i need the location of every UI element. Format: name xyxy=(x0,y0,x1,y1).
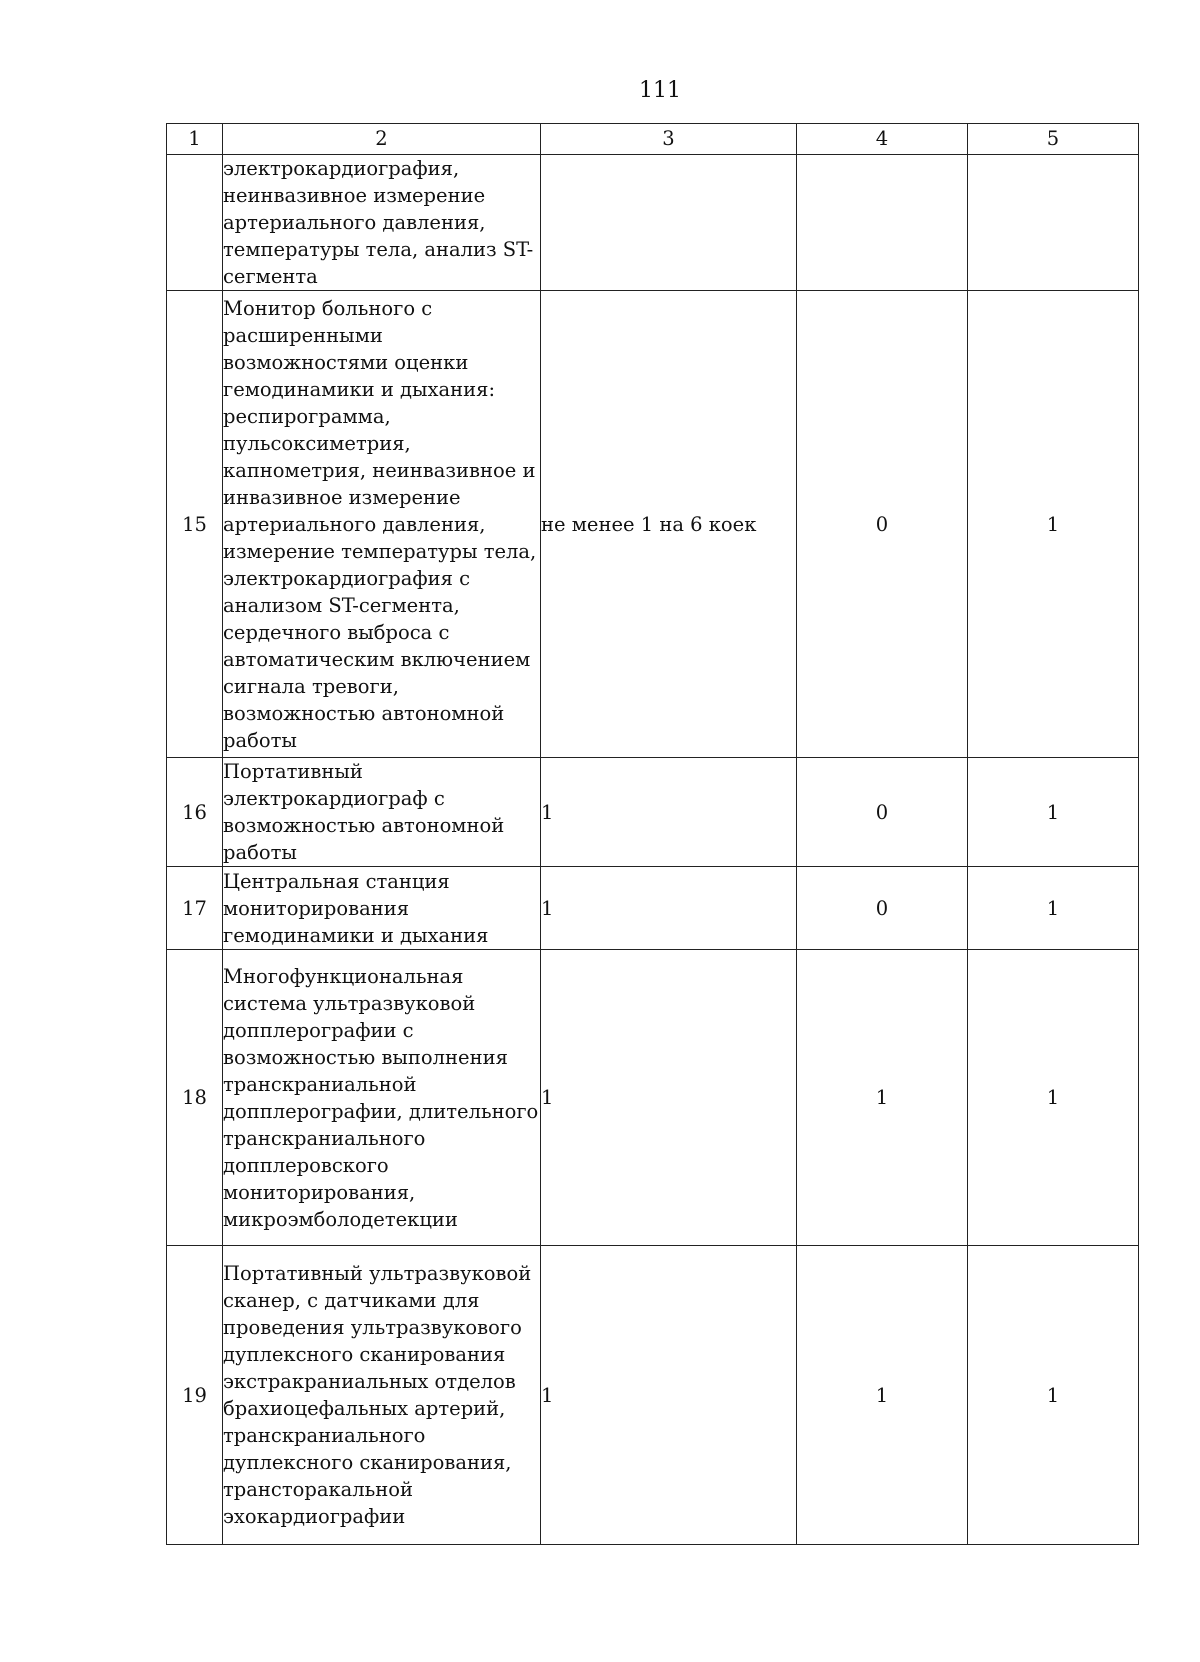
row-number: 15 xyxy=(167,291,223,758)
column-header-1: 1 xyxy=(167,124,223,155)
column-5-value xyxy=(968,155,1139,291)
header-row xyxy=(167,124,1139,155)
table-row xyxy=(167,867,1139,950)
column-5-value: 1 xyxy=(968,1246,1139,1545)
column-4-value: 0 xyxy=(797,758,968,867)
column-4-value xyxy=(797,155,968,291)
row-number: 18 xyxy=(167,950,223,1246)
column-header-5: 5 xyxy=(968,124,1139,155)
equipment-name: Монитор больного с расширенными возможностями оценки гемодинамики и дыхания: респирограмма, пульсоксиметрия, капнометрия, неинвазивное и инвазивное измерение артериального давления, измерение температуры тела, электрокардиография с анализом ST-сегмента, сердечного выброса с автоматическим включением сигнала тревоги, возможностью автономной работы xyxy=(223,291,541,758)
column-header-4: 4 xyxy=(797,124,968,155)
page-number: 111 xyxy=(639,78,681,103)
column-4-value: 1 xyxy=(797,1246,968,1545)
table-row xyxy=(167,758,1139,867)
table-row xyxy=(167,1246,1139,1545)
column-header-2: 2 xyxy=(223,124,541,155)
equipment-name: электрокардиография, неинвазивное измерение артериального давления, температуры тела, анализ ST-сегмента xyxy=(223,155,541,291)
table-header xyxy=(167,124,1139,155)
table-body xyxy=(167,155,1139,1545)
column-5-value: 1 xyxy=(968,758,1139,867)
quantity-requirement: 1 xyxy=(541,867,797,950)
table-row xyxy=(167,950,1139,1246)
column-4-value: 0 xyxy=(797,867,968,950)
row-number: 16 xyxy=(167,758,223,867)
equipment-name: Центральная станция мониторирования гемодинамики и дыхания xyxy=(223,867,541,950)
column-5-value: 1 xyxy=(968,867,1139,950)
equipment-table xyxy=(166,123,1139,1545)
quantity-requirement: 1 xyxy=(541,950,797,1246)
column-5-value: 1 xyxy=(968,291,1139,758)
equipment-name: Многофункциональная система ультразвуковой допплерографии с возможностью выполнения транскраниальной допплерографии, длительного транскраниального допплеровского мониторирования, микроэмболодетекции xyxy=(223,950,541,1246)
equipment-name: Портативный ультразвуковой сканер, с датчиками для проведения ультразвукового дуплексного сканирования экстракраниальных отделов брахиоцефальных артерий, транскраниального дуплексного сканирования, трансторакальной эхокардиографии xyxy=(223,1246,541,1545)
row-number xyxy=(167,155,223,291)
equipment-name: Портативный электрокардиограф с возможностью автономной работы xyxy=(223,758,541,867)
row-number: 19 xyxy=(167,1246,223,1545)
quantity-requirement: не менее 1 на 6 коек xyxy=(541,291,797,758)
row-number: 17 xyxy=(167,867,223,950)
quantity-requirement: 1 xyxy=(541,1246,797,1545)
table-row xyxy=(167,291,1139,758)
quantity-requirement: 1 xyxy=(541,758,797,867)
table-row xyxy=(167,155,1139,291)
quantity-requirement xyxy=(541,155,797,291)
column-5-value: 1 xyxy=(968,950,1139,1246)
column-4-value: 1 xyxy=(797,950,968,1246)
column-header-3: 3 xyxy=(541,124,797,155)
column-4-value: 0 xyxy=(797,291,968,758)
